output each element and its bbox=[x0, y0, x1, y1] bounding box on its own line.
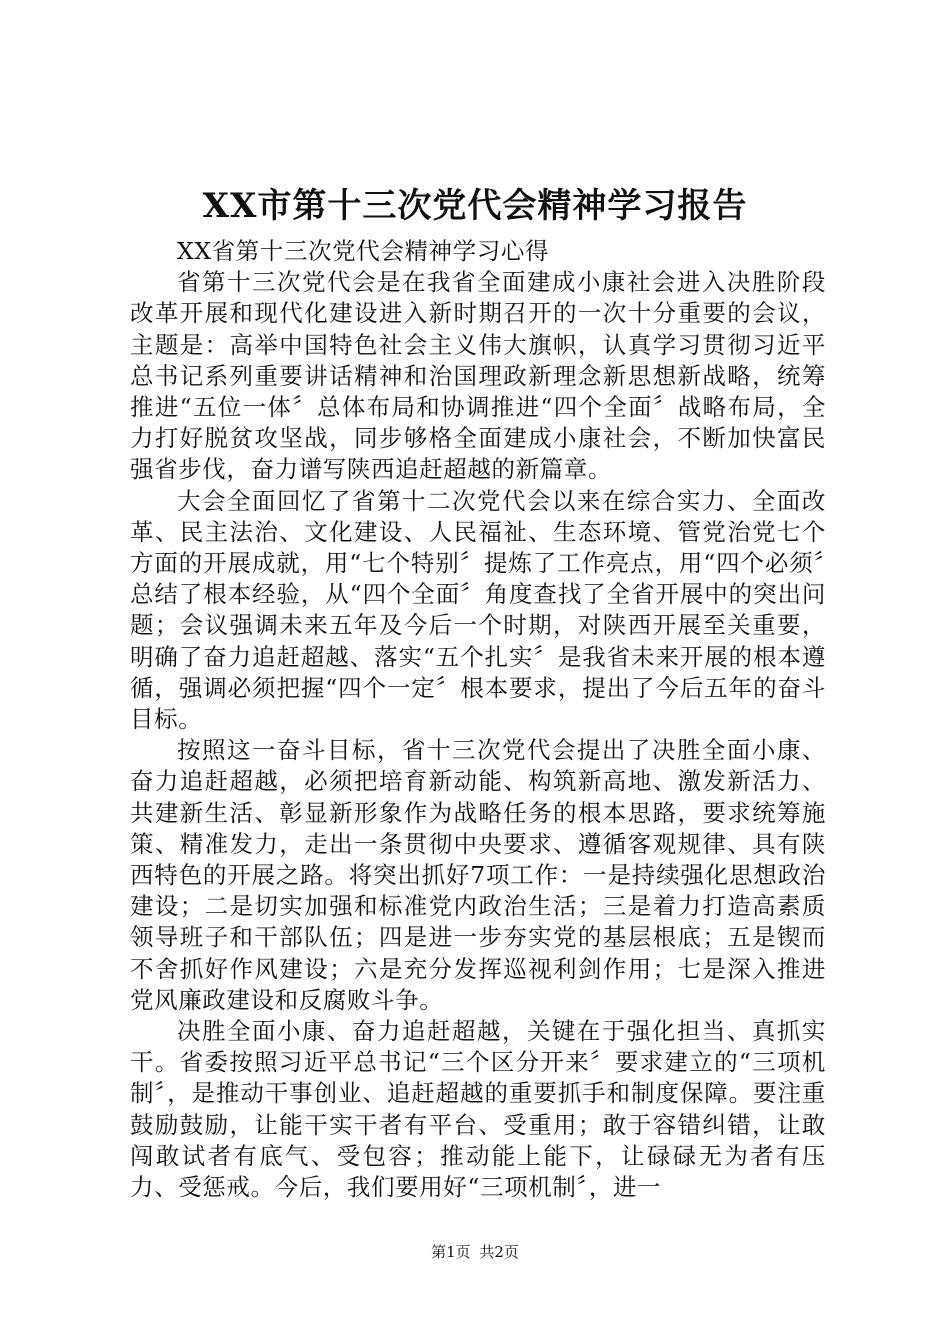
paragraph-4: 决胜全面小康、奋力追赶超越，关键在于强化担当、真抓实干。省委按照习近平总书记“三个区分开来〞要求建立的“三项机制〞，是推动干事创业、追赶超越的重要抓手和制度保障。要注重鼓励鼓励，让能干实干者有平台、受重用；敢于容错纠错，让敢闯敢试者有底气、受包容；推动能上能下，让碌碌无为者有压力、受惩戒。今后，我们要用好“三项机制〞，进一 bbox=[130, 1017, 826, 1202]
page-total: 共2页 bbox=[479, 1243, 519, 1261]
page-footer bbox=[0, 1242, 950, 1262]
document-body bbox=[130, 236, 826, 1203]
subtitle-line: XX省第十三次党代会精神学习心得 bbox=[177, 237, 550, 265]
paragraph-2: 大会全面回忆了省第十二次党代会以来在综合实力、全面改革、民主法治、文化建设、人民福祉、生态环境、管党治党七个方面的开展成就，用“七个特别〞提炼了工作亮点，用“四个必须〞总结了根本经验，从“四个全面〞角度查找了全省开展中的突出问题；会议强调未来五年及今后一个时期，对陕西开展至关重要，明确了奋力追赶超越、落实“五个扎实〞是我省未来开展的根本遵循，强调必须把握“四个一定〞根本要求，提出了今后五年的奋斗目标。 bbox=[130, 486, 826, 734]
paragraph-1: 省第十三次党代会是在我省全面建成小康社会进入决胜阶段改革开展和现代化建设进入新时期召开的一次十分重要的会议，主题是：高举中国特色社会主义伟大旗帜，认真学习贯彻习近平总书记系列重要讲话精神和治国理政新理念新思想新战略，统筹推进“五位一体〞总体布局和协调推进“四个全面〞战略布局，全力打好脱贫攻坚战，同步够格全面建成小康社会，不断加快富民强省步伐，奋力谱写陕西追赶超越的新篇章。 bbox=[130, 268, 826, 484]
page-number: 第1页 bbox=[431, 1243, 471, 1261]
paragraph-3: 按照这一奋斗目标，省十三次党代会提出了决胜全面小康、奋力追赶超越，必须把培育新动能、构筑新高地、激发新活力、共建新生活、彰显新形象作为战略任务的根本思路，要求统筹施策、精准发力，走出一条贯彻中央要求、遵循客观规律、具有陕西特色的开展之路。将突出抓好7项工作：一是持续强化思想政治建设；二是切实加强和标准党内政治生活；三是着力打造高素质领导班子和干部队伍；四是进一步夯实党的基层根底；五是锲而不舍抓好作风建设；六是充分发挥巡视利剑作用；七是深入推进党风廉政建设和反腐败斗争。 bbox=[130, 736, 826, 1014]
document-title: XX市第十三次党代会精神学习报告 bbox=[202, 186, 748, 226]
